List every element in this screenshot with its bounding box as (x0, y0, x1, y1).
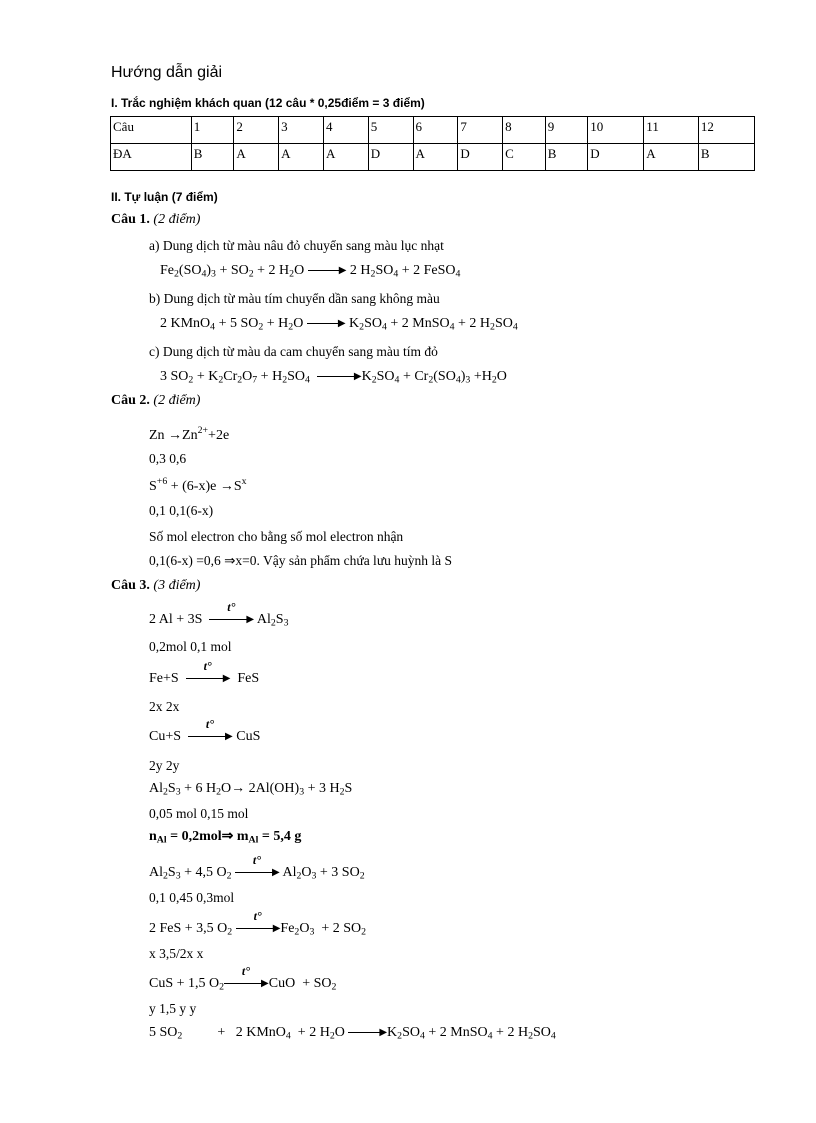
heat-arrow-icon: t° ▶ (186, 671, 231, 687)
answer-cell: D (588, 144, 644, 171)
heat-arrow-icon: t° ▶ (236, 921, 281, 937)
multiple-choice-heading: I. Trắc nghiệm khách quan (12 câu * 0,25điểm = 3 điểm) (111, 96, 425, 110)
cau1-label: Câu 1. (111, 212, 150, 227)
heat-arrow-icon: t° ▶ (188, 729, 233, 745)
heat-arrow-icon: t° ▶ (224, 976, 269, 992)
cau1-c-text: c) Dung dịch từ màu da cam chuyển sang màu tím đỏ (149, 344, 438, 359)
question-number: 1 (191, 117, 234, 144)
cau2-s-quantities: 0,1 0,1(6-x) (149, 503, 214, 518)
question-number: 12 (698, 117, 754, 144)
answer-cell: A (413, 144, 458, 171)
cau1-c-equation: 3 $SO_2 + K_2Cr_2O_7 + H_2SO_4$ $▶K_2SO_4 + Cr_2(SO_4)_3 +H_2O$ (160, 369, 507, 386)
cau3-al-s-quantities: 0,2mol 0,1 mol (149, 639, 232, 654)
cau1-a-text: a) Dung dịch từ màu nâu đỏ chuyển sang màu lục nhạt (149, 238, 444, 253)
cau2-heading (111, 393, 200, 409)
cau2-zn-equation: $Zn \to Zn^{2+}+2e$ (149, 425, 230, 443)
cau3-cu-s-quantities: 2y 2y (149, 758, 180, 773)
cau3-cus-quantities: y 1,5 y y (149, 1001, 197, 1016)
cau3-hydrolysis-quantities: 0,05 mol 0,15 mol (149, 806, 249, 821)
cau3-fe-s-equation: Fe+S t° ▶ FeS (149, 659, 260, 687)
heat-arrow-icon: t° ▶ (209, 612, 254, 628)
cau3-fes-quantities: x 3,5/2x x (149, 946, 204, 961)
cau3-points: (3 điểm) (153, 578, 201, 593)
cau1-heading (111, 212, 200, 228)
answer-cell: B (191, 144, 234, 171)
cau3-al-result: $n_{Al}$ = 0,2mol⇒ $m_{Al} = 5,4$ g (149, 829, 302, 846)
question-number: 4 (323, 117, 368, 144)
cau2-balance-text: Số mol electron cho bằng số mol electron nhận (149, 529, 404, 544)
cau1-b-text: b) Dung dịch từ màu tím chuyển dần sang không màu (149, 291, 440, 306)
answer-cell: D (458, 144, 503, 171)
cau1-points: (2 điểm) (153, 212, 201, 227)
answer-cell: A (234, 144, 279, 171)
question-number: 5 (368, 117, 413, 144)
cau3-hydrolysis-equation: $Al_2S_3 + 6$ $H_2O\to 2Al(OH)_3 + 3$ $H_2S$ (149, 781, 353, 798)
cau2-s-equation: $S^{+6} + (6-x)e \to S^x$ (149, 476, 247, 494)
cau3-cus-combustion: CuS + 1,5 $O_2$ t° ▶CuO + $SO_2$ (149, 964, 337, 993)
heat-arrow-icon: t° ▶ (235, 865, 280, 881)
cau3-al-s-equation: 2 Al + 3S t° ▶ $Al_2S_3$ (149, 600, 289, 629)
answer-cell: A (323, 144, 368, 171)
cau3-cu-s-equation: Cu+S t° ▶ CuS (149, 717, 261, 745)
question-number: 10 (588, 117, 644, 144)
question-number: 8 (503, 117, 546, 144)
question-number: 9 (545, 117, 588, 144)
question-number: 2 (234, 117, 279, 144)
question-number: 3 (279, 117, 324, 144)
page-title: Hướng dẫn giải (111, 64, 223, 81)
reaction-arrow-icon: ▶ (348, 1025, 387, 1041)
answer-cell: B (698, 144, 754, 171)
cau3-fes-combustion: 2 FeS + 3,5 $O_2$ t° $▶Fe_2O_3 + 2$ $SO_2$ (149, 909, 367, 938)
cau2-conclusion: 0,1(6-x) =0,6 ⇒x=0. Vậy sản phẩm chứa lưu huỳnh là S (149, 553, 453, 568)
question-number: 6 (413, 117, 458, 144)
answer-row-label: ĐA (111, 144, 192, 171)
cau2-points: (2 điểm) (153, 393, 201, 408)
cau3-heading (111, 578, 200, 594)
answer-table (110, 116, 755, 171)
answer-cell: A (279, 144, 324, 171)
reaction-arrow-icon: ▶ (317, 369, 362, 385)
cau2-label: Câu 2. (111, 393, 150, 408)
question-number: 11 (644, 117, 699, 144)
answer-cell: A (644, 144, 699, 171)
cau3-so2-kmno4-equation: 5 $SO_2$ + 2 KMnO$_4$ + 2 $H_2O$ $▶K_2SO_4 + 2$ MnSO$_4$ + 2 $H_2SO_4$ (149, 1025, 556, 1042)
essay-heading: II. Tự luận (7 điểm) (111, 190, 218, 204)
question-row-label: Câu (111, 117, 192, 144)
answer-cell: C (503, 144, 546, 171)
answer-cell: B (545, 144, 588, 171)
reaction-arrow-icon: ▶ (308, 263, 347, 279)
cau3-fe-s-quantities: 2x 2x (149, 699, 180, 714)
cau2-zn-quantities: 0,3 0,6 (149, 451, 187, 466)
question-row (111, 117, 755, 144)
cau3-al2s3-combustion: $Al_2S_3 + 4,5$ $O_2$ t° ▶ $Al_2O_3 + 3$ $SO_2$ (149, 853, 365, 882)
question-number: 7 (458, 117, 503, 144)
cau1-a-equation: $Fe_2(SO_4)_3 + SO_2 + 2$ $H_2O$ ▶ 2 $H_2SO_4 + 2$ FeSO$_4$ (160, 263, 461, 280)
reaction-arrow-icon: ▶ (307, 316, 346, 332)
answer-cell: D (368, 144, 413, 171)
cau1-b-equation: 2 KMnO$_4$ + 5 $SO_2 + H_2O$ ▶ $K_2SO_4 + 2$ MnSO$_4$ + 2 $H_2SO_4$ (160, 316, 518, 333)
cau3-al2s3-quantities: 0,1 0,45 0,3mol (149, 890, 235, 905)
answer-row (111, 144, 755, 171)
cau3-label: Câu 3. (111, 578, 150, 593)
